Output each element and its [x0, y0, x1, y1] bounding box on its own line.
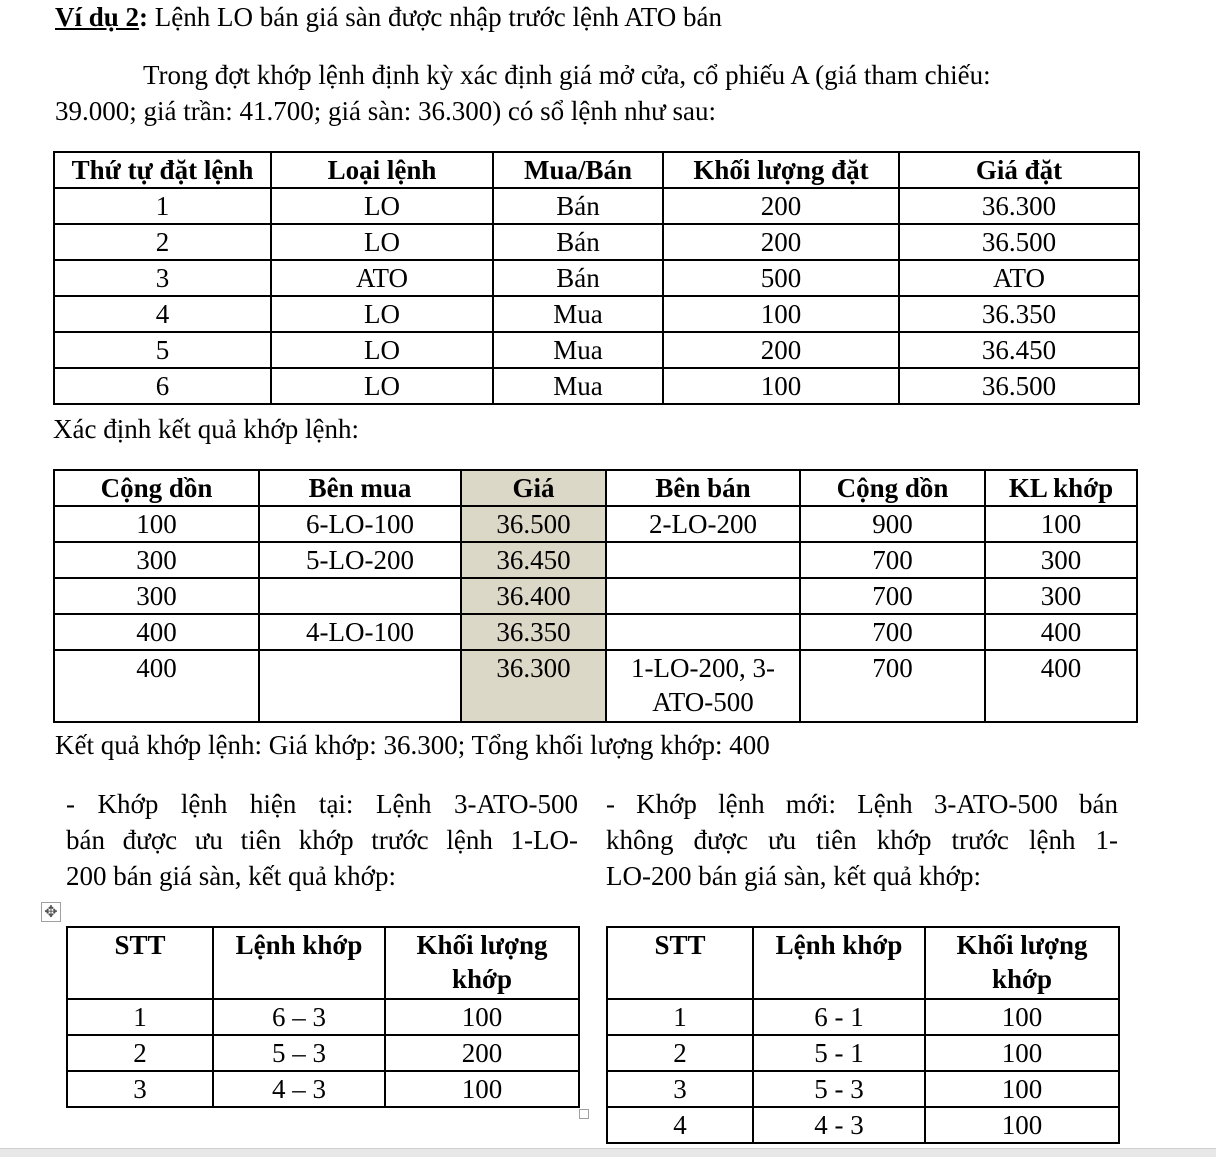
match-result-caption: Kết quả khớp lệnh: Giá khớp: 36.300; Tổng khối lượng khớp: 400 — [55, 730, 770, 760]
header-line-1: Khối lượng — [416, 930, 548, 960]
table-header-row — [67, 927, 579, 999]
cell-matched-order: 5 – 3 — [213, 1035, 385, 1071]
table-row — [67, 1071, 579, 1107]
cell-type: LO — [271, 188, 493, 224]
cell-price: 36.350 — [899, 296, 1139, 332]
cell-price: 36.450 — [899, 332, 1139, 368]
cell-stt: 3 — [607, 1071, 753, 1107]
table-row — [54, 188, 1139, 224]
cell-price: 36.500 — [899, 368, 1139, 404]
cell-sell-orders — [606, 578, 800, 614]
order-book-table — [53, 151, 1140, 405]
header-buy-side: Bên mua — [259, 470, 461, 506]
cell-sell-cumulative: 900 — [800, 506, 985, 542]
header-matched-order: Lệnh khớp — [213, 927, 385, 999]
cell-sequence: 2 — [54, 224, 271, 260]
table-row — [54, 614, 1137, 650]
example-colon: : — [139, 2, 149, 32]
table-row — [67, 1035, 579, 1071]
sell-orders-line-1: 1-LO-200, 3- — [631, 653, 775, 683]
cell-side: Bán — [493, 224, 663, 260]
current-match-text — [66, 786, 578, 894]
cell-volume: 200 — [663, 224, 899, 260]
header-line-2: khớp — [452, 964, 512, 994]
header-line-1: Khối lượng — [956, 930, 1088, 960]
intro-line-2: 39.000; giá trần: 41.700; giá sàn: 36.300) có sổ lệnh như sau: — [55, 96, 717, 126]
new-match-table — [606, 926, 1120, 1144]
matching-book-table — [53, 469, 1138, 723]
cell-volume: 200 — [663, 188, 899, 224]
cell-buy-orders — [259, 578, 461, 614]
sell-orders-line-2: ATO-500 — [652, 687, 754, 717]
table-header-row — [607, 927, 1119, 999]
cell-matched-volume: 100 — [925, 1107, 1119, 1143]
new-match-text — [606, 786, 1118, 894]
cell-matched-volume: 100 — [985, 506, 1137, 542]
move-arrows-icon[interactable]: ✥ — [41, 902, 61, 922]
cell-buy-cumulative: 400 — [54, 614, 259, 650]
table-row — [54, 542, 1137, 578]
resize-handle-icon[interactable] — [579, 1109, 589, 1119]
header-order-sequence: Thứ tự đặt lệnh — [54, 152, 271, 188]
cell-matched-volume: 300 — [985, 542, 1137, 578]
table-row — [54, 296, 1139, 332]
cell-stt: 1 — [607, 999, 753, 1035]
cell-sell-orders — [606, 542, 800, 578]
cell-matched-volume: 400 — [985, 614, 1137, 650]
cell-buy-cumulative: 300 — [54, 542, 259, 578]
cell-sell-orders: 2-LO-200 — [606, 506, 800, 542]
table-header-row — [54, 152, 1139, 188]
header-line-2: khớp — [992, 964, 1052, 994]
cell-price: 36.400 — [461, 578, 606, 614]
cell-stt: 2 — [607, 1035, 753, 1071]
cell-price: 36.300 — [461, 650, 606, 722]
cell-side: Mua — [493, 368, 663, 404]
cell-price: 36.300 — [899, 188, 1139, 224]
cell-buy-orders: 5-LO-200 — [259, 542, 461, 578]
cell-matched-volume: 100 — [385, 999, 579, 1035]
cell-matched-volume: 100 — [925, 1071, 1119, 1107]
header-matched-order: Lệnh khớp — [753, 927, 925, 999]
cell-sell-orders — [606, 614, 800, 650]
cell-price: 36.350 — [461, 614, 606, 650]
cell-matched-order: 6 – 3 — [213, 999, 385, 1035]
current-match-line: bán được ưu tiên khớp trước lệnh 1-LO- — [66, 825, 578, 855]
table-row — [607, 1071, 1119, 1107]
new-match-line: - Khớp lệnh mới: Lệnh 3-ATO-500 bán — [606, 789, 1118, 819]
header-matched-volume — [925, 927, 1119, 999]
cell-type: LO — [271, 224, 493, 260]
current-match-table — [66, 926, 580, 1108]
cell-price: 36.450 — [461, 542, 606, 578]
cell-price: 36.500 — [899, 224, 1139, 260]
cell-sell-cumulative: 700 — [800, 542, 985, 578]
table-row — [607, 1107, 1119, 1143]
table-row — [67, 999, 579, 1035]
cell-sequence: 5 — [54, 332, 271, 368]
cell-matched-order: 4 – 3 — [213, 1071, 385, 1107]
cell-matched-volume: 200 — [385, 1035, 579, 1071]
header-matched-volume — [385, 927, 579, 999]
cell-matched-volume: 100 — [925, 1035, 1119, 1071]
header-matched-volume: KL khớp — [985, 470, 1137, 506]
table-row — [54, 260, 1139, 296]
current-match-line: 200 bán giá sàn, kết quả khớp: — [66, 861, 396, 891]
header-stt: STT — [67, 927, 213, 999]
cell-matched-order: 6 - 1 — [753, 999, 925, 1035]
determine-result-caption: Xác định kết quả khớp lệnh: — [53, 414, 359, 444]
cell-sequence: 4 — [54, 296, 271, 332]
table-row — [607, 999, 1119, 1035]
header-price: Giá — [461, 470, 606, 506]
table-row — [54, 224, 1139, 260]
cell-type: ATO — [271, 260, 493, 296]
table-row — [607, 1035, 1119, 1071]
cell-stt: 1 — [67, 999, 213, 1035]
cell-matched-volume: 100 — [385, 1071, 579, 1107]
cell-sequence: 1 — [54, 188, 271, 224]
cell-matched-order: 5 - 3 — [753, 1071, 925, 1107]
table-row — [54, 332, 1139, 368]
cell-buy-orders — [259, 650, 461, 722]
cell-matched-order: 4 - 3 — [753, 1107, 925, 1143]
cell-type: LO — [271, 332, 493, 368]
cell-type: LO — [271, 296, 493, 332]
cell-sequence: 3 — [54, 260, 271, 296]
cell-side: Bán — [493, 188, 663, 224]
header-stt: STT — [607, 927, 753, 999]
table-row — [54, 368, 1139, 404]
cell-buy-cumulative: 400 — [54, 650, 259, 722]
header-buy-sell: Mua/Bán — [493, 152, 663, 188]
cell-matched-volume: 400 — [985, 650, 1137, 722]
cell-stt: 2 — [67, 1035, 213, 1071]
cell-matched-order: 5 - 1 — [753, 1035, 925, 1071]
table-row — [54, 578, 1137, 614]
cell-matched-volume: 300 — [985, 578, 1137, 614]
header-order-price: Giá đặt — [899, 152, 1139, 188]
cell-volume: 100 — [663, 368, 899, 404]
cell-price: 36.500 — [461, 506, 606, 542]
cell-side: Bán — [493, 260, 663, 296]
table-header-row — [54, 470, 1137, 506]
cell-side: Mua — [493, 296, 663, 332]
new-match-line: không được ưu tiên khớp trước lệnh 1- — [606, 825, 1118, 855]
intro-line-1: Trong đợt khớp lệnh định kỳ xác định giá mở cửa, cổ phiếu A (giá tham chiếu: — [143, 60, 991, 90]
header-sell-side: Bên bán — [606, 470, 800, 506]
new-match-line: LO-200 bán giá sàn, kết quả khớp: — [606, 861, 981, 891]
table-row — [54, 506, 1137, 542]
cell-volume: 500 — [663, 260, 899, 296]
cell-volume: 200 — [663, 332, 899, 368]
header-sell-cumulative: Cộng dồn — [800, 470, 985, 506]
cell-buy-cumulative: 300 — [54, 578, 259, 614]
cell-price: ATO — [899, 260, 1139, 296]
cell-sell-orders — [606, 650, 800, 722]
cell-sell-cumulative: 700 — [800, 614, 985, 650]
cell-side: Mua — [493, 332, 663, 368]
cell-volume: 100 — [663, 296, 899, 332]
example-label: Ví dụ 2 — [55, 2, 140, 32]
cell-sequence: 6 — [54, 368, 271, 404]
header-buy-cumulative: Cộng dồn — [54, 470, 259, 506]
cell-stt: 3 — [67, 1071, 213, 1107]
cell-sell-cumulative: 700 — [800, 650, 985, 722]
example-heading — [55, 2, 722, 33]
cell-type: LO — [271, 368, 493, 404]
cell-buy-orders: 4-LO-100 — [259, 614, 461, 650]
cell-buy-orders: 6-LO-100 — [259, 506, 461, 542]
header-order-type: Loại lệnh — [271, 152, 493, 188]
cell-stt: 4 — [607, 1107, 753, 1143]
example-title: Lệnh LO bán giá sàn được nhập trước lệnh ATO bán — [148, 2, 722, 32]
cell-matched-volume: 100 — [925, 999, 1119, 1035]
cell-buy-cumulative: 100 — [54, 506, 259, 542]
cell-sell-cumulative: 700 — [800, 578, 985, 614]
table-row — [54, 650, 1137, 722]
header-order-volume: Khối lượng đặt — [663, 152, 899, 188]
current-match-line: - Khớp lệnh hiện tại: Lệnh 3-ATO-500 — [66, 789, 578, 819]
